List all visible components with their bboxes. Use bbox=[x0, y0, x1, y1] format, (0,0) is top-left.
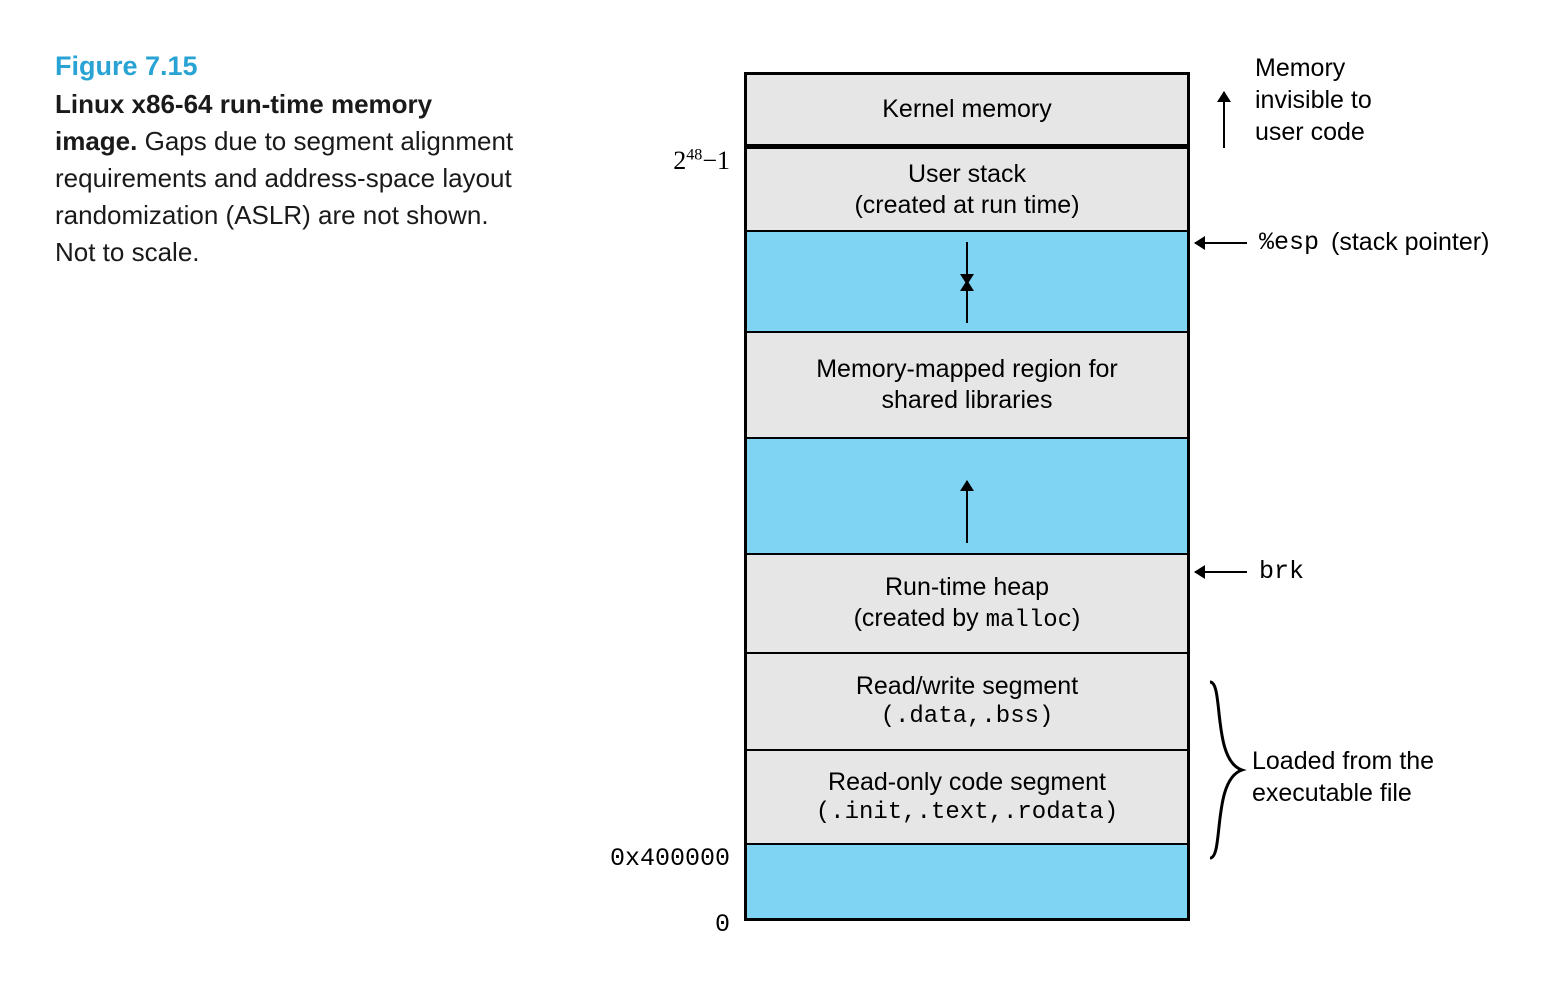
band-user-stack bbox=[747, 149, 1187, 232]
note-line: Loaded from the bbox=[1252, 747, 1435, 775]
note-line: user code bbox=[1255, 118, 1365, 146]
brk-name: brk bbox=[1259, 557, 1305, 586]
band-label: Memory-mapped region for bbox=[816, 355, 1118, 383]
figure-caption bbox=[55, 48, 515, 271]
kernel-invisible-arrow-icon bbox=[1223, 92, 1225, 148]
band-sublabel: shared libraries bbox=[881, 386, 1053, 414]
brk-pointer-annotation bbox=[1195, 557, 1304, 586]
band-label: Read/write segment bbox=[855, 672, 1079, 701]
addr-text: 0x400000 bbox=[609, 844, 730, 873]
note-line: invisible to bbox=[1255, 86, 1372, 114]
arrow-down-icon bbox=[966, 242, 968, 284]
band-run-time-heap bbox=[747, 555, 1187, 654]
figure-caption-text bbox=[55, 86, 515, 271]
loaded-brace-icon bbox=[1204, 680, 1248, 860]
esp-register-name: %esp bbox=[1259, 228, 1320, 257]
band-label: Read-only code segment bbox=[828, 767, 1106, 796]
addr-base: 2 bbox=[673, 146, 687, 175]
band-sublabel: (created at run time) bbox=[854, 190, 1080, 219]
left-arrow-icon bbox=[1195, 571, 1247, 573]
figure-number: Figure 7.15 bbox=[55, 51, 198, 81]
memory-image-diagram bbox=[744, 72, 1190, 921]
caption-lead: Linux x86-64 run-time memory image. bbox=[55, 89, 433, 157]
arrow-up-icon bbox=[966, 481, 968, 543]
band-label: User stack bbox=[907, 159, 1027, 188]
band-kernel-memory bbox=[747, 75, 1187, 149]
esp-description: (stack pointer) bbox=[1331, 228, 1490, 256]
caption-rest: Gaps due to segment alignment requirements and address-space layout randomization (ASLR) are not shown. Not to scale. bbox=[55, 126, 514, 268]
band-sublabel: (created by malloc) bbox=[853, 603, 1081, 634]
note-line: executable file bbox=[1252, 779, 1412, 807]
addr-text: 0 bbox=[714, 910, 730, 939]
kernel-memory-note bbox=[1255, 52, 1372, 148]
band-bottom-unused bbox=[747, 845, 1187, 918]
addr-suffix: −1 bbox=[702, 146, 730, 175]
malloc-name: malloc bbox=[985, 606, 1073, 634]
loaded-from-executable-note bbox=[1252, 745, 1434, 809]
arrow-up-icon bbox=[966, 281, 968, 323]
addr-exponent: 48 bbox=[686, 146, 703, 164]
band-memory-mapped-region bbox=[747, 333, 1187, 439]
esp-pointer-annotation bbox=[1195, 228, 1489, 257]
band-read-write-segment bbox=[747, 654, 1187, 751]
band-stack-gap bbox=[747, 232, 1187, 333]
address-label-0 bbox=[470, 908, 730, 939]
band-heap-gap bbox=[747, 439, 1187, 555]
band-label: Kernel memory bbox=[882, 95, 1052, 123]
band-label: Run-time heap bbox=[885, 572, 1049, 601]
band-sublabel: (.data,.bss) bbox=[880, 703, 1054, 731]
address-label-0x400000 bbox=[470, 842, 730, 873]
address-label-2-48-minus-1 bbox=[560, 146, 730, 176]
band-sublabel: (.init,.text,.rodata) bbox=[815, 798, 1119, 826]
note-line: Memory bbox=[1255, 54, 1346, 82]
band-read-only-code-segment bbox=[747, 751, 1187, 845]
left-arrow-icon bbox=[1195, 242, 1247, 244]
